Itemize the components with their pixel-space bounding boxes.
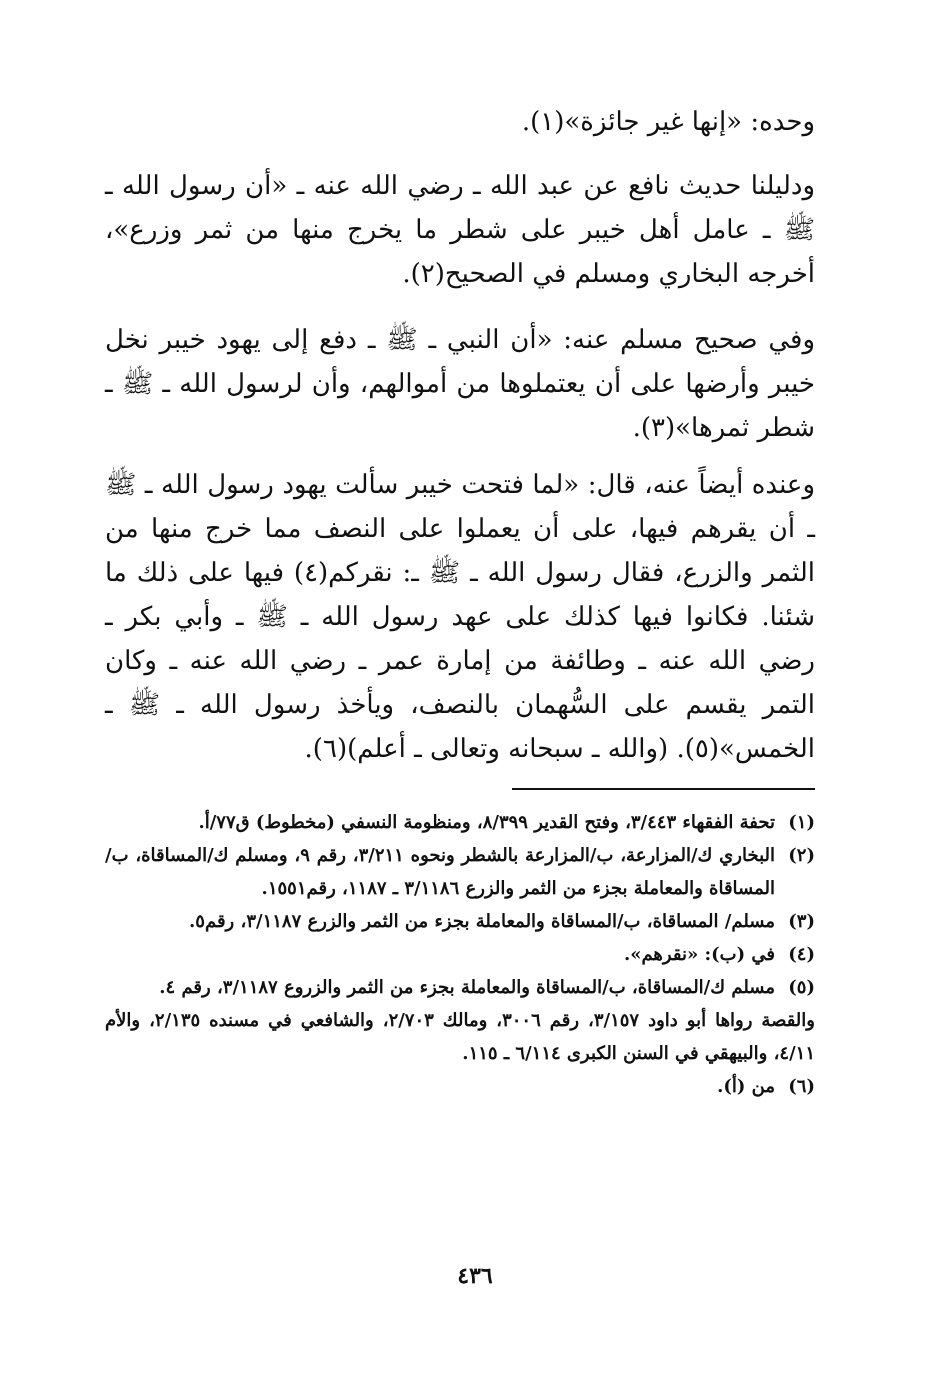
footnote-number: (٦) <box>788 1076 815 1097</box>
body-paragraph-2: ودليلنا حديث نافع عن عبد الله ـ رضي الله عنه ـ «أن رسول الله ـ ﷺ ـ عامل أهل خيبر على شطر ما يخرج منها من ثمر وزرع»، أخرجه البخاري ومسلم في الصحيح(٢). <box>105 171 815 289</box>
footnote-number: (٣) <box>788 911 815 932</box>
footnote-text: مسلم ك/المساقاة، ب/المساقاة والمعاملة بجزء من الثمر والزروع ٣/١١٨٧، رقم ٤. <box>159 977 775 998</box>
footnote-number: (٤) <box>788 944 815 965</box>
footnotes <box>105 806 815 1103</box>
page-number: ٤٣٦ <box>457 1263 493 1289</box>
footnote-text: تحفة الفقهاء ٣/٤٤٣، وفتح القدير ٨/٣٩٩، ومنظومة النسفي (مخطوط) ق٧٧/أ. <box>198 812 775 833</box>
footnote-separator <box>512 788 815 790</box>
body-paragraph-1: وحده: «إنها غير جائزة»(١). <box>521 107 815 137</box>
footnote-text: مسلم/ المساقاة، ب/المساقاة والمعاملة بجزء من الثمر والزرع ٣/١١٨٧، رقم٥. <box>189 911 775 932</box>
footnote-text: في (ب): «نقرهم». <box>623 944 775 965</box>
footnote-5 <box>105 971 815 1004</box>
footnote-1 <box>105 806 815 839</box>
footnote-6 <box>105 1070 815 1103</box>
footnote-number: (٢) <box>788 845 815 866</box>
footnote-5-continuation: والقصة رواها أبو داود ٣/١٥٧، رقم ٣٠٠٦، ومالك ٢/٧٠٣، والشافعي في مسنده ٢/١٣٥، والأم ٤/١١، والبيهقي في السنن الكبرى ٦/١١٤ ـ ١١٥. <box>105 1010 815 1064</box>
footnote-4 <box>105 938 815 971</box>
footnote-text: البخاري ك/المزارعة، ب/المزارعة بالشطر ونحوه ٣/٢١١، رقم ٩، ومسلم ك/المساقاة، ب/المساقاة والمعاملة بجزء من الثمر والزرع ٣/١١٨٦ ـ ١١٨٧، رقم١٥٥١. <box>105 845 775 899</box>
footnote-3 <box>105 905 815 938</box>
body-paragraph-3: وفي صحيح مسلم عنه: «أن النبي ـ ﷺ ـ دفع إلى يهود خيبر نخل خيبر وأرضها على أن يعتملوها من أموالهم، وأن لرسول الله ـ ﷺ ـ شطر ثمرها»(٣). <box>105 325 815 443</box>
footnote-number: (٥) <box>788 977 815 998</box>
footnote-text: من (أ). <box>717 1076 775 1097</box>
footnote-number: (١) <box>788 812 815 833</box>
footnote-2 <box>105 839 815 905</box>
body-paragraph-4: وعنده أيضاً عنه، قال: «لما فتحت خيبر سألت يهود رسول الله ـ ﷺ ـ أن يقرهم فيها، على أن يعملوا على النصف مما خرج منها من الثمر والزرع، فقال رسول الله ـ ﷺ ـ: نقركم(٤) فيها على ذلك ما شئنا. فكانوا فيها كذلك على عهد رسول الله ـ ﷺ ـ وأبي بكر ـ رضي الله عنه ـ وطائفة من إمارة عمر ـ رضي الله عنه ـ وكان التمر يقسم على السُّهمان بالنصف، ويأخذ رسول الله ـ ﷺ ـ الخمس»(٥). (والله ـ سبحانه وتعالى ـ أعلم)(٦). <box>105 470 815 764</box>
